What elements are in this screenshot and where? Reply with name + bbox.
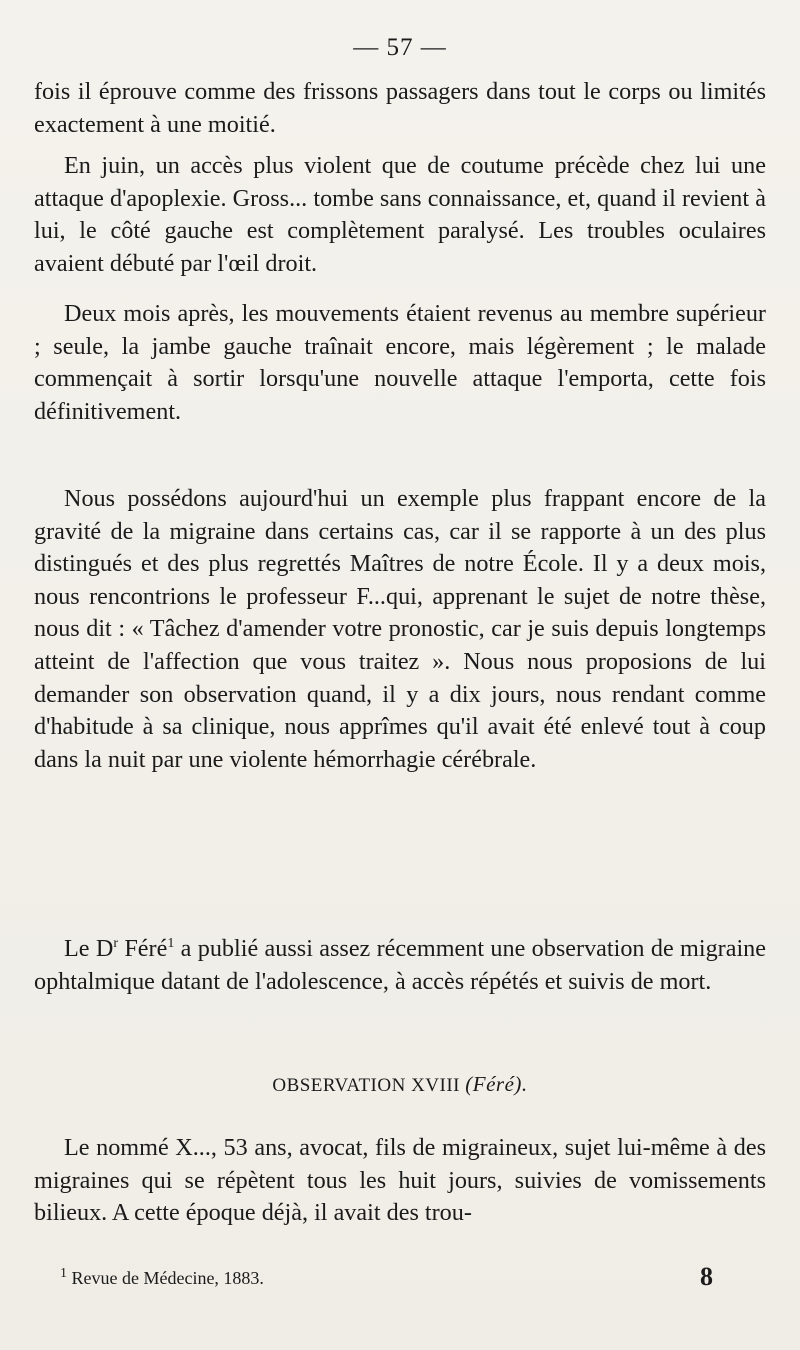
- signature-mark: 8: [700, 1262, 713, 1291]
- observation-author: (Féré).: [465, 1072, 528, 1096]
- paragraph-case: [34, 1132, 766, 1230]
- author-name: Féré: [118, 935, 168, 962]
- observation-label: OBSERVATION XVIII: [272, 1075, 460, 1096]
- footnote-text: Revue de Médecine, 1883.: [67, 1268, 264, 1288]
- text-run: Le D: [64, 935, 114, 962]
- paragraph-text: En juin, un accès plus violent que de coutume précède chez lui une attaque d'apoplexie. Gross... tombe sans connaissance, et, quand il revient à lui, le côté gauche est complètement paralysé. Les troubles oculaires avaient débuté par l'œil droit.: [34, 152, 766, 277]
- paragraph-text: Nous possédons aujourd'hui un exemple plus frappant encore de la gravité de la migraine dans certains cas, car il se rapporte à un des plus distingués et des plus regrettés Maîtres de notre École. Il y a deux mois, nous rencontrions le professeur F...qui, apprenant le sujet de notre thèse, nous dit : « Tâchez d'amender votre pronostic, car je suis depuis longtemps atteint de l'affection que vous traitez ». Nous nous proposions de lui demander son observation quand, il y a dix jours, nous rendant comme d'habitude à sa clinique, nous apprîmes qu'il avait été enlevé tout à coup dans la nuit par une violente hémorrhagie cérébrale.: [34, 485, 766, 773]
- footnote: [60, 1268, 264, 1289]
- text-run: a publié aussi assez récemment une observation de migraine ophtalmique datant de l'adolescence, à accès répétés et suivis de mort.: [34, 935, 767, 995]
- paragraph-apoplexy: [34, 150, 766, 280]
- page-number: — 57 —: [353, 34, 447, 61]
- paragraph-fere-reference: [34, 933, 766, 998]
- paragraph-text: fois il éprouve comme des frissons passagers dans tout le corps ou limités exactement à une moitié.: [34, 78, 766, 138]
- paragraph-continuation: [34, 76, 766, 141]
- paragraph-text: Le nommé X..., 53 ans, avocat, fils de migraineux, sujet lui-même à des migraines qui se répètent tous les huit jours, suivies de vomissements bilieux. A cette époque déjà, il avait des trou-: [34, 1134, 766, 1227]
- paragraph-text: Deux mois après, les mouvements étaient revenus au membre supérieur ; seule, la jambe gauche traînait encore, mais légèrement ; le malade commençait à sortir lorsqu'une nouvelle attaque l'emporta, cette fois définitivement.: [34, 300, 766, 425]
- paragraph-text: [34, 933, 766, 998]
- paragraph-recovery: [34, 298, 766, 428]
- paragraph-professor-example: [34, 483, 766, 776]
- footnote-ref: 1: [167, 935, 175, 951]
- footnote-mark: 1: [60, 1266, 67, 1281]
- observation-heading: [0, 1072, 800, 1097]
- superscript: r: [113, 935, 118, 951]
